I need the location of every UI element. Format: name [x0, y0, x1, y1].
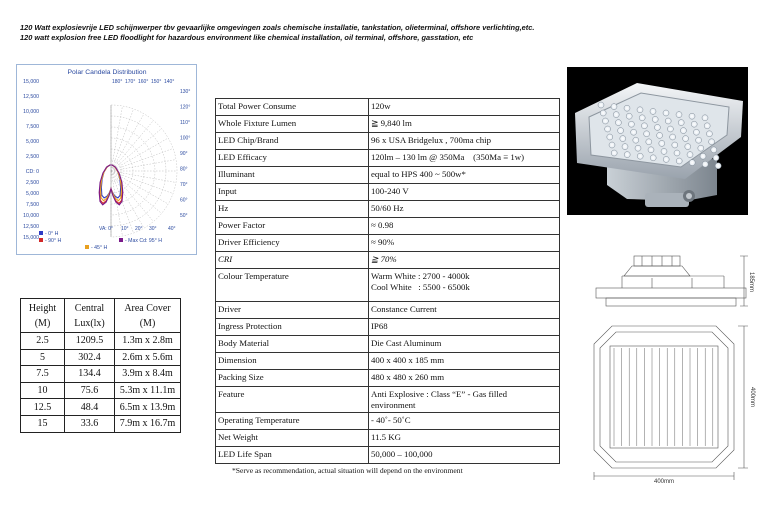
- led-lens: [613, 112, 619, 118]
- spec-value-line: 120w: [371, 101, 391, 111]
- led-lens: [637, 107, 643, 113]
- spec-value: [369, 218, 560, 235]
- spec-row: [216, 99, 560, 116]
- radial-tick-label: 2,500: [26, 180, 39, 186]
- spec-key: Input: [216, 184, 369, 201]
- table-cell: 134.4: [65, 366, 115, 383]
- spec-value-line: 96 x USA Bridgelux , 700ma chip: [371, 135, 491, 145]
- led-lens: [598, 102, 604, 108]
- spec-value: [369, 99, 560, 116]
- radial-tick-label: CD: 0: [25, 169, 39, 175]
- led-lens: [607, 134, 613, 140]
- led-lens: [711, 147, 717, 153]
- legend-label: - 0° H: [45, 231, 59, 237]
- led-lens: [650, 155, 656, 161]
- led-lens: [611, 104, 617, 110]
- spec-value: [369, 353, 560, 370]
- spec-key: Illuminant: [216, 167, 369, 184]
- angle-label: 70°: [180, 182, 188, 188]
- polar-grid-spoke: [111, 171, 144, 228]
- led-lens: [628, 121, 634, 127]
- legend-label: - Max Cd: 95° H: [125, 238, 162, 244]
- led-lens: [600, 110, 606, 116]
- led-lens: [663, 156, 669, 162]
- spec-value: [369, 269, 560, 302]
- led-lens: [635, 145, 641, 151]
- radial-tick-label: 12,500: [23, 94, 39, 100]
- led-lens: [624, 152, 630, 158]
- header-line: (M): [139, 317, 156, 329]
- polar-grid-spoke: [111, 160, 176, 171]
- spec-row: [216, 269, 560, 302]
- spec-key: LED Chip/Brand: [216, 133, 369, 150]
- spec-value: [369, 150, 560, 167]
- height-table-header-cell: [21, 299, 65, 333]
- spec-value: [369, 430, 560, 447]
- spec-value-line: 100-240 V: [371, 186, 409, 196]
- led-lens: [661, 148, 667, 154]
- spec-row: [216, 218, 560, 235]
- radial-tick-label: 7,500: [26, 202, 39, 208]
- spec-row: [216, 235, 560, 252]
- led-lens: [654, 124, 660, 130]
- led-lens: [624, 105, 630, 111]
- spec-value-line: ≧ 70%: [371, 254, 397, 264]
- led-lens: [704, 123, 710, 129]
- footnote: *Serve as recommendation, actual situation will depend on the environment: [232, 466, 463, 475]
- spec-key: Hz: [216, 201, 369, 218]
- header-line: Lux(lx): [74, 317, 105, 329]
- specification-table: [215, 98, 560, 464]
- spec-value: [369, 413, 560, 430]
- height-table-header-cell: [115, 299, 181, 333]
- led-lens: [706, 131, 712, 137]
- angle-label: 20°: [135, 226, 143, 232]
- angle-label: 10°: [121, 226, 129, 232]
- spec-value-line: 480 x 480 x 260 mm: [371, 372, 445, 382]
- led-lens: [609, 142, 615, 148]
- led-lens: [702, 161, 708, 167]
- spec-row: [216, 252, 560, 269]
- polar-grid-spoke: [111, 148, 173, 171]
- table-row: [21, 415, 181, 432]
- led-lens: [633, 137, 639, 143]
- polar-grid-spoke: [111, 109, 134, 171]
- headline-dutch: 120 Watt explosievrije LED schijnwerper tbv gevaarlijke omgevingen zoals chemische installatie, tankstation, olieterminal, offshore verlichting,etc.: [20, 23, 535, 32]
- led-lens: [622, 144, 628, 150]
- spec-value: [369, 387, 560, 413]
- spec-row: [216, 387, 560, 413]
- spec-key: Ingress Protection: [216, 319, 369, 336]
- led-lens: [685, 144, 691, 150]
- led-lens: [626, 113, 632, 119]
- led-lens: [667, 126, 673, 132]
- spec-key: Dimension: [216, 353, 369, 370]
- table-cell: 7.9m x 16.7m: [115, 415, 181, 432]
- spec-row: [216, 167, 560, 184]
- led-lens: [631, 129, 637, 135]
- led-lens: [652, 116, 658, 122]
- product-photo: [567, 67, 748, 215]
- spec-value-line: ≈ 90%: [371, 237, 395, 247]
- spec-value: [369, 336, 560, 353]
- spec-key: Colour Temperature: [216, 269, 369, 302]
- led-lens: [648, 147, 654, 153]
- led-lens: [663, 110, 669, 116]
- spec-value-line: Cool White : 5500 - 6500k: [371, 282, 470, 292]
- radial-tick-label: 12,500: [23, 224, 39, 230]
- angle-label: 120°: [180, 104, 191, 111]
- polar-grid-spoke: [111, 129, 162, 171]
- table-row: [21, 349, 181, 366]
- depth-dimension-label: 400mm: [749, 386, 755, 408]
- spec-key: Whole Fixture Lumen: [216, 116, 369, 133]
- led-lens: [659, 140, 665, 146]
- angle-label: 140°: [164, 79, 175, 85]
- angle-label: 30°: [149, 226, 157, 232]
- led-lens: [620, 136, 626, 142]
- led-lens: [713, 155, 719, 161]
- led-lens: [611, 150, 617, 156]
- table-cell: 10: [21, 382, 65, 399]
- header-line: (M): [34, 317, 51, 329]
- spec-value: [369, 447, 560, 464]
- spec-row: [216, 116, 560, 133]
- radial-tick-label: 2,500: [26, 154, 39, 160]
- led-lens: [646, 139, 652, 145]
- spec-row: [216, 184, 560, 201]
- spec-row: [216, 201, 560, 218]
- angle-label: VA: 0°: [99, 226, 113, 232]
- chart-title: Polar Candela Distribution: [67, 69, 147, 76]
- led-lens: [715, 163, 721, 169]
- width-dimension-label: 400mm: [653, 479, 675, 485]
- spec-row: [216, 370, 560, 387]
- led-lens: [709, 139, 715, 145]
- led-lens: [680, 128, 686, 134]
- led-lens: [691, 121, 697, 127]
- top-view-drawing: [592, 320, 754, 485]
- spec-value-line: Constance Current: [371, 304, 437, 314]
- radial-tick-label: 5,000: [26, 191, 39, 197]
- led-lens: [693, 129, 699, 135]
- spec-key: LED Efficacy: [216, 150, 369, 167]
- height-table-header: [21, 299, 181, 333]
- spec-value-line: 400 x 400 x 185 mm: [371, 355, 445, 365]
- led-lens: [676, 112, 682, 118]
- table-cell: 48.4: [65, 399, 115, 416]
- table-row: [21, 366, 181, 383]
- radial-tick-label: 15,000: [23, 235, 39, 241]
- mounting-height-table: [20, 298, 181, 433]
- table-cell: 5.3m x 11.1m: [115, 382, 181, 399]
- table-cell: 1.3m x 2.8m: [115, 333, 181, 350]
- led-lens: [644, 131, 650, 137]
- angle-label: 50°: [180, 213, 188, 219]
- headline-english: 120 watt explosion free LED floodlight for hazardous environment like chemical installation, oil terminal, offshore, gasstation, etc: [20, 33, 474, 42]
- angle-label: 40°: [168, 226, 176, 232]
- spec-value: [369, 184, 560, 201]
- height-table-header-cell: [65, 299, 115, 333]
- led-lens: [618, 128, 624, 134]
- angle-label: 80°: [180, 166, 188, 173]
- led-lens: [683, 136, 689, 142]
- table-cell: 6.5m x 13.9m: [115, 399, 181, 416]
- table-cell: 1209.5: [65, 333, 115, 350]
- table-cell: 2.6m x 5.6m: [115, 349, 181, 366]
- spec-value-line: 120lm – 130 lm @ 350Ma (350Ma ≡ 1w): [371, 152, 525, 162]
- spec-value-line: ≧ 9,840 lm: [371, 118, 412, 128]
- legend-swatch: [39, 231, 43, 235]
- angle-label: 100°: [180, 135, 191, 142]
- polar-chart-svg: [17, 65, 198, 256]
- polar-grid-spoke: [111, 171, 134, 233]
- led-lens: [687, 152, 693, 158]
- spec-value: [369, 319, 560, 336]
- spec-value-line: ≈ 0.98: [371, 220, 394, 230]
- radial-tick-label: 15,000: [23, 79, 39, 85]
- led-lens: [641, 123, 647, 129]
- spec-key: Total Power Consume: [216, 99, 369, 116]
- spec-row: [216, 413, 560, 430]
- angle-label: 130°: [180, 89, 191, 95]
- led-lens: [678, 120, 684, 126]
- legend-label: - 90° H: [45, 238, 62, 244]
- floodlight-photo-image: [567, 67, 748, 215]
- spec-value: [369, 201, 560, 218]
- table-cell: 2.5: [21, 333, 65, 350]
- spec-value: [369, 252, 560, 269]
- spec-value: [369, 370, 560, 387]
- spec-value-line: environment: [371, 400, 416, 410]
- spec-row: [216, 430, 560, 447]
- angle-label: 90°: [180, 151, 188, 157]
- side-view-drawing: [592, 254, 754, 316]
- radial-tick-label: 5,000: [26, 139, 39, 145]
- spec-key: LED Life Span: [216, 447, 369, 464]
- led-lens: [657, 132, 663, 138]
- spec-value-line: Anti Explosive : Class “E” - Gas filled: [371, 389, 508, 399]
- spec-key: Body Material: [216, 336, 369, 353]
- led-lens: [676, 158, 682, 164]
- polar-grid-spoke: [111, 171, 153, 222]
- led-lens: [696, 137, 702, 143]
- led-lens: [605, 126, 611, 132]
- table-row: [21, 399, 181, 416]
- spec-value-line: equal to HPS 400 ~ 500w*: [371, 169, 466, 179]
- led-lens: [672, 142, 678, 148]
- spec-key: Power Factor: [216, 218, 369, 235]
- spec-value-line: 50/60 Hz: [371, 203, 404, 213]
- table-cell: 12.5: [21, 399, 65, 416]
- led-lens: [639, 115, 645, 121]
- header-line: Height: [28, 302, 57, 314]
- spec-value-line: 11.5 KG: [371, 432, 401, 442]
- angle-label: 170°: [125, 79, 136, 85]
- table-cell: 33.6: [65, 415, 115, 432]
- spec-key: Driver Efficiency: [216, 235, 369, 252]
- radial-tick-label: 7,500: [26, 124, 39, 130]
- radial-tick-label: 10,000: [23, 109, 39, 115]
- spec-key: CRI: [216, 252, 369, 269]
- led-lens: [689, 160, 695, 166]
- spec-row: [216, 319, 560, 336]
- table-cell: 7.5: [21, 366, 65, 383]
- spec-row: [216, 133, 560, 150]
- spec-value-line: - 40˚- 50˚C: [371, 415, 411, 425]
- spec-key: Driver: [216, 302, 369, 319]
- spec-key: Feature: [216, 387, 369, 413]
- spec-row: [216, 302, 560, 319]
- led-lens: [674, 150, 680, 156]
- table-cell: 5: [21, 349, 65, 366]
- led-lens: [670, 134, 676, 140]
- header-line: Central: [74, 302, 105, 314]
- led-lens: [637, 153, 643, 159]
- legend-swatch: [85, 245, 89, 249]
- table-cell: 3.9m x 8.4m: [115, 366, 181, 383]
- spec-value: [369, 133, 560, 150]
- table-row: [21, 382, 181, 399]
- spec-key: Operating Temperature: [216, 413, 369, 430]
- spec-row: [216, 336, 560, 353]
- spec-key: Packing Size: [216, 370, 369, 387]
- spec-value-line: Die Cast Aluminum: [371, 338, 442, 348]
- led-lens: [615, 120, 621, 126]
- polar-grid-spoke: [111, 114, 144, 171]
- legend-swatch: [39, 238, 43, 242]
- angle-label: 180°: [112, 79, 123, 85]
- spec-row: [216, 447, 560, 464]
- spec-value-line: Warm White : 2700 - 4000k: [371, 271, 470, 281]
- angle-label: 160°: [138, 79, 149, 85]
- polar-grid-spoke: [111, 106, 122, 171]
- table-cell: 15: [21, 415, 65, 432]
- legend-swatch: [119, 238, 123, 242]
- spec-key: Net Weight: [216, 430, 369, 447]
- angle-label: 150°: [151, 79, 162, 85]
- table-row: [21, 333, 181, 350]
- polar-candela-chart: [16, 64, 197, 255]
- spec-value-line: 50,000 – 100,000: [371, 449, 433, 459]
- spec-row: [216, 150, 560, 167]
- led-lens: [700, 153, 706, 159]
- led-lens: [650, 108, 656, 114]
- angle-label: 110°: [180, 120, 190, 126]
- height-dimension-label: 185mm: [748, 271, 754, 293]
- table-cell: 302.4: [65, 349, 115, 366]
- radial-tick-label: 10,000: [23, 213, 39, 219]
- led-lens: [665, 118, 671, 124]
- table-cell: 75.6: [65, 382, 115, 399]
- led-lens: [698, 145, 704, 151]
- angle-label: 60°: [180, 197, 188, 204]
- header-line: Area Cover: [124, 302, 171, 314]
- led-lens: [689, 113, 695, 119]
- spec-value: [369, 116, 560, 133]
- spec-value: [369, 302, 560, 319]
- led-lens: [602, 118, 608, 124]
- led-lens: [702, 115, 708, 121]
- spec-value: [369, 235, 560, 252]
- spec-value-line: IP68: [371, 321, 388, 331]
- legend-label: - 45° H: [91, 245, 108, 251]
- spec-value: [369, 167, 560, 184]
- spec-row: [216, 353, 560, 370]
